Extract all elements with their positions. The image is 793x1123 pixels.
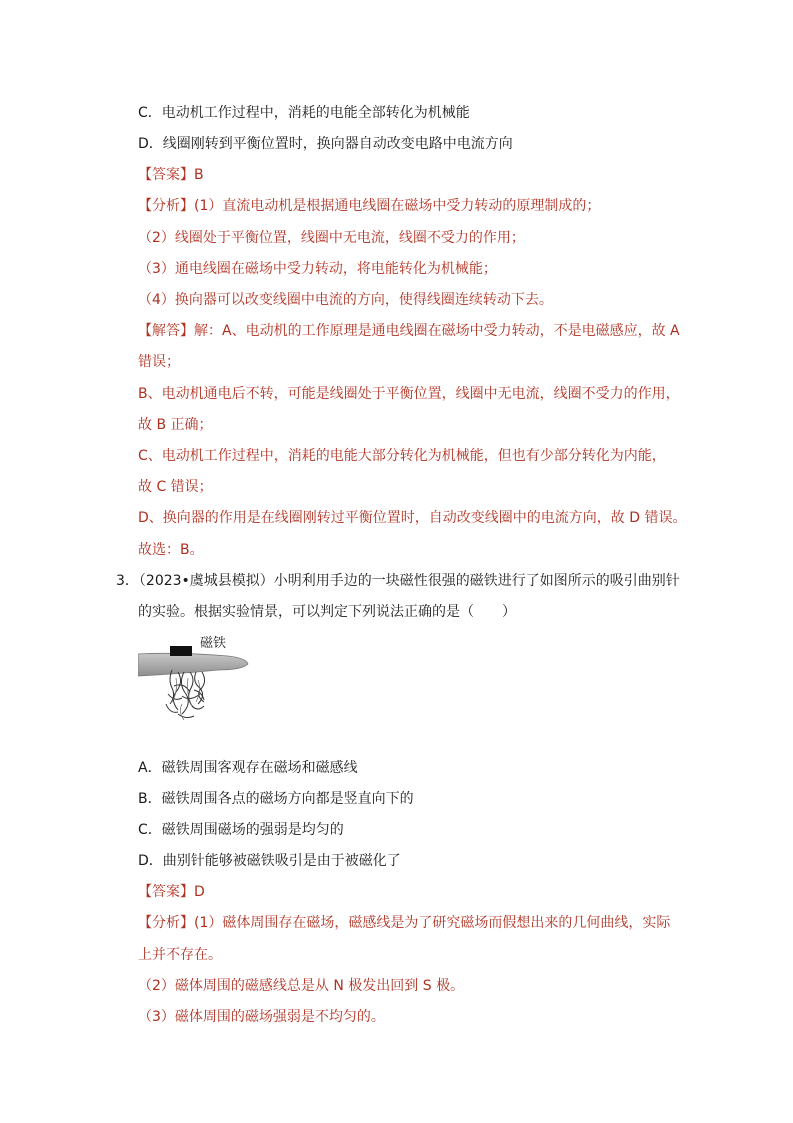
magnet-paperclip-figure [138, 634, 250, 740]
magnet-label: 磁铁 [200, 636, 227, 651]
solution-line-6: 故 C 错误； [138, 479, 213, 495]
final-choice-question1: 故选：B。 [138, 542, 204, 558]
analysis3-line-3: （2）磁体周围的磁感线总是从 N 极发出回到 S 极。 [138, 978, 465, 994]
option-b-question3: B．磁铁周围各点的磁场方向都是竖直向下的 [138, 791, 414, 807]
solution-line-4: 故 B 正确； [138, 417, 213, 433]
solution-line-2: 错误； [138, 354, 180, 370]
analysis-line-4: （4）换向器可以改变线圈中电流的方向，使得线圈连续转动下去。 [138, 292, 553, 308]
analysis-line-1: 【分析】(1）直流电动机是根据通电线圈在磁场中受力转动的原理制成的； [138, 198, 601, 214]
option-d-question1: D．线圈刚转到平衡位置时，换向器自动改变电路中电流方向 [138, 136, 513, 152]
solution-line-3: B、电动机通电后不转，可能是线圈处于平衡位置，线圈中无电流，线圈不受力的作用， [138, 386, 680, 402]
option-d-question3: D．曲别针能够被磁铁吸引是由于被磁化了 [138, 853, 401, 869]
answer-question1: 【答案】B [138, 167, 204, 183]
option-c-question1: C．电动机工作过程中，消耗的电能全部转化为机械能 [138, 105, 470, 121]
question3-stem-line-2: 的实验。根据实验情景，可以判定下列说法正确的是（ ） [138, 604, 516, 620]
analysis-line-2: （2）线圈处于平衡位置，线圈中无电流，线圈不受力的作用； [138, 230, 525, 246]
option-a-question3: A．磁铁周围客观存在磁场和磁感线 [138, 760, 358, 776]
analysis-line-3: （3）通电线圈在磁场中受力转动，将电能转化为机械能； [138, 261, 497, 277]
analysis3-line-1: 【分析】(1）磁体周围存在磁场，磁感线是为了研究磁场而假想出来的几何曲线，实际 [138, 915, 671, 931]
option-c-question3: C．磁铁周围磁场的强弱是均匀的 [138, 822, 344, 838]
magnet-paperclip-illustration [138, 634, 250, 740]
solution-line-7: D、换向器的作用是在线圈刚转过平衡位置时，自动改变线圈中的电流方向，故 D 错误。 [138, 510, 687, 526]
answer-question3: 【答案】D [138, 884, 205, 900]
solution-line-1: 【解答】解：A、电动机的工作原理是通电线圈在磁场中受力转动，不是电磁感应，故 A [138, 323, 680, 339]
analysis3-line-4: （3）磁体周围的磁场强弱是不均匀的。 [138, 1009, 385, 1025]
question3-stem-line-1: 3．（2023•虞城县模拟）小明利用手边的一块磁性很强的磁铁进行了如图所示的吸引曲别针 [116, 573, 680, 589]
solution-line-5: C、电动机工作过程中，消耗的电能大部分转化为机械能，但也有少部分转化为内能， [138, 448, 666, 464]
analysis3-line-2: 上并不存在。 [138, 947, 222, 963]
